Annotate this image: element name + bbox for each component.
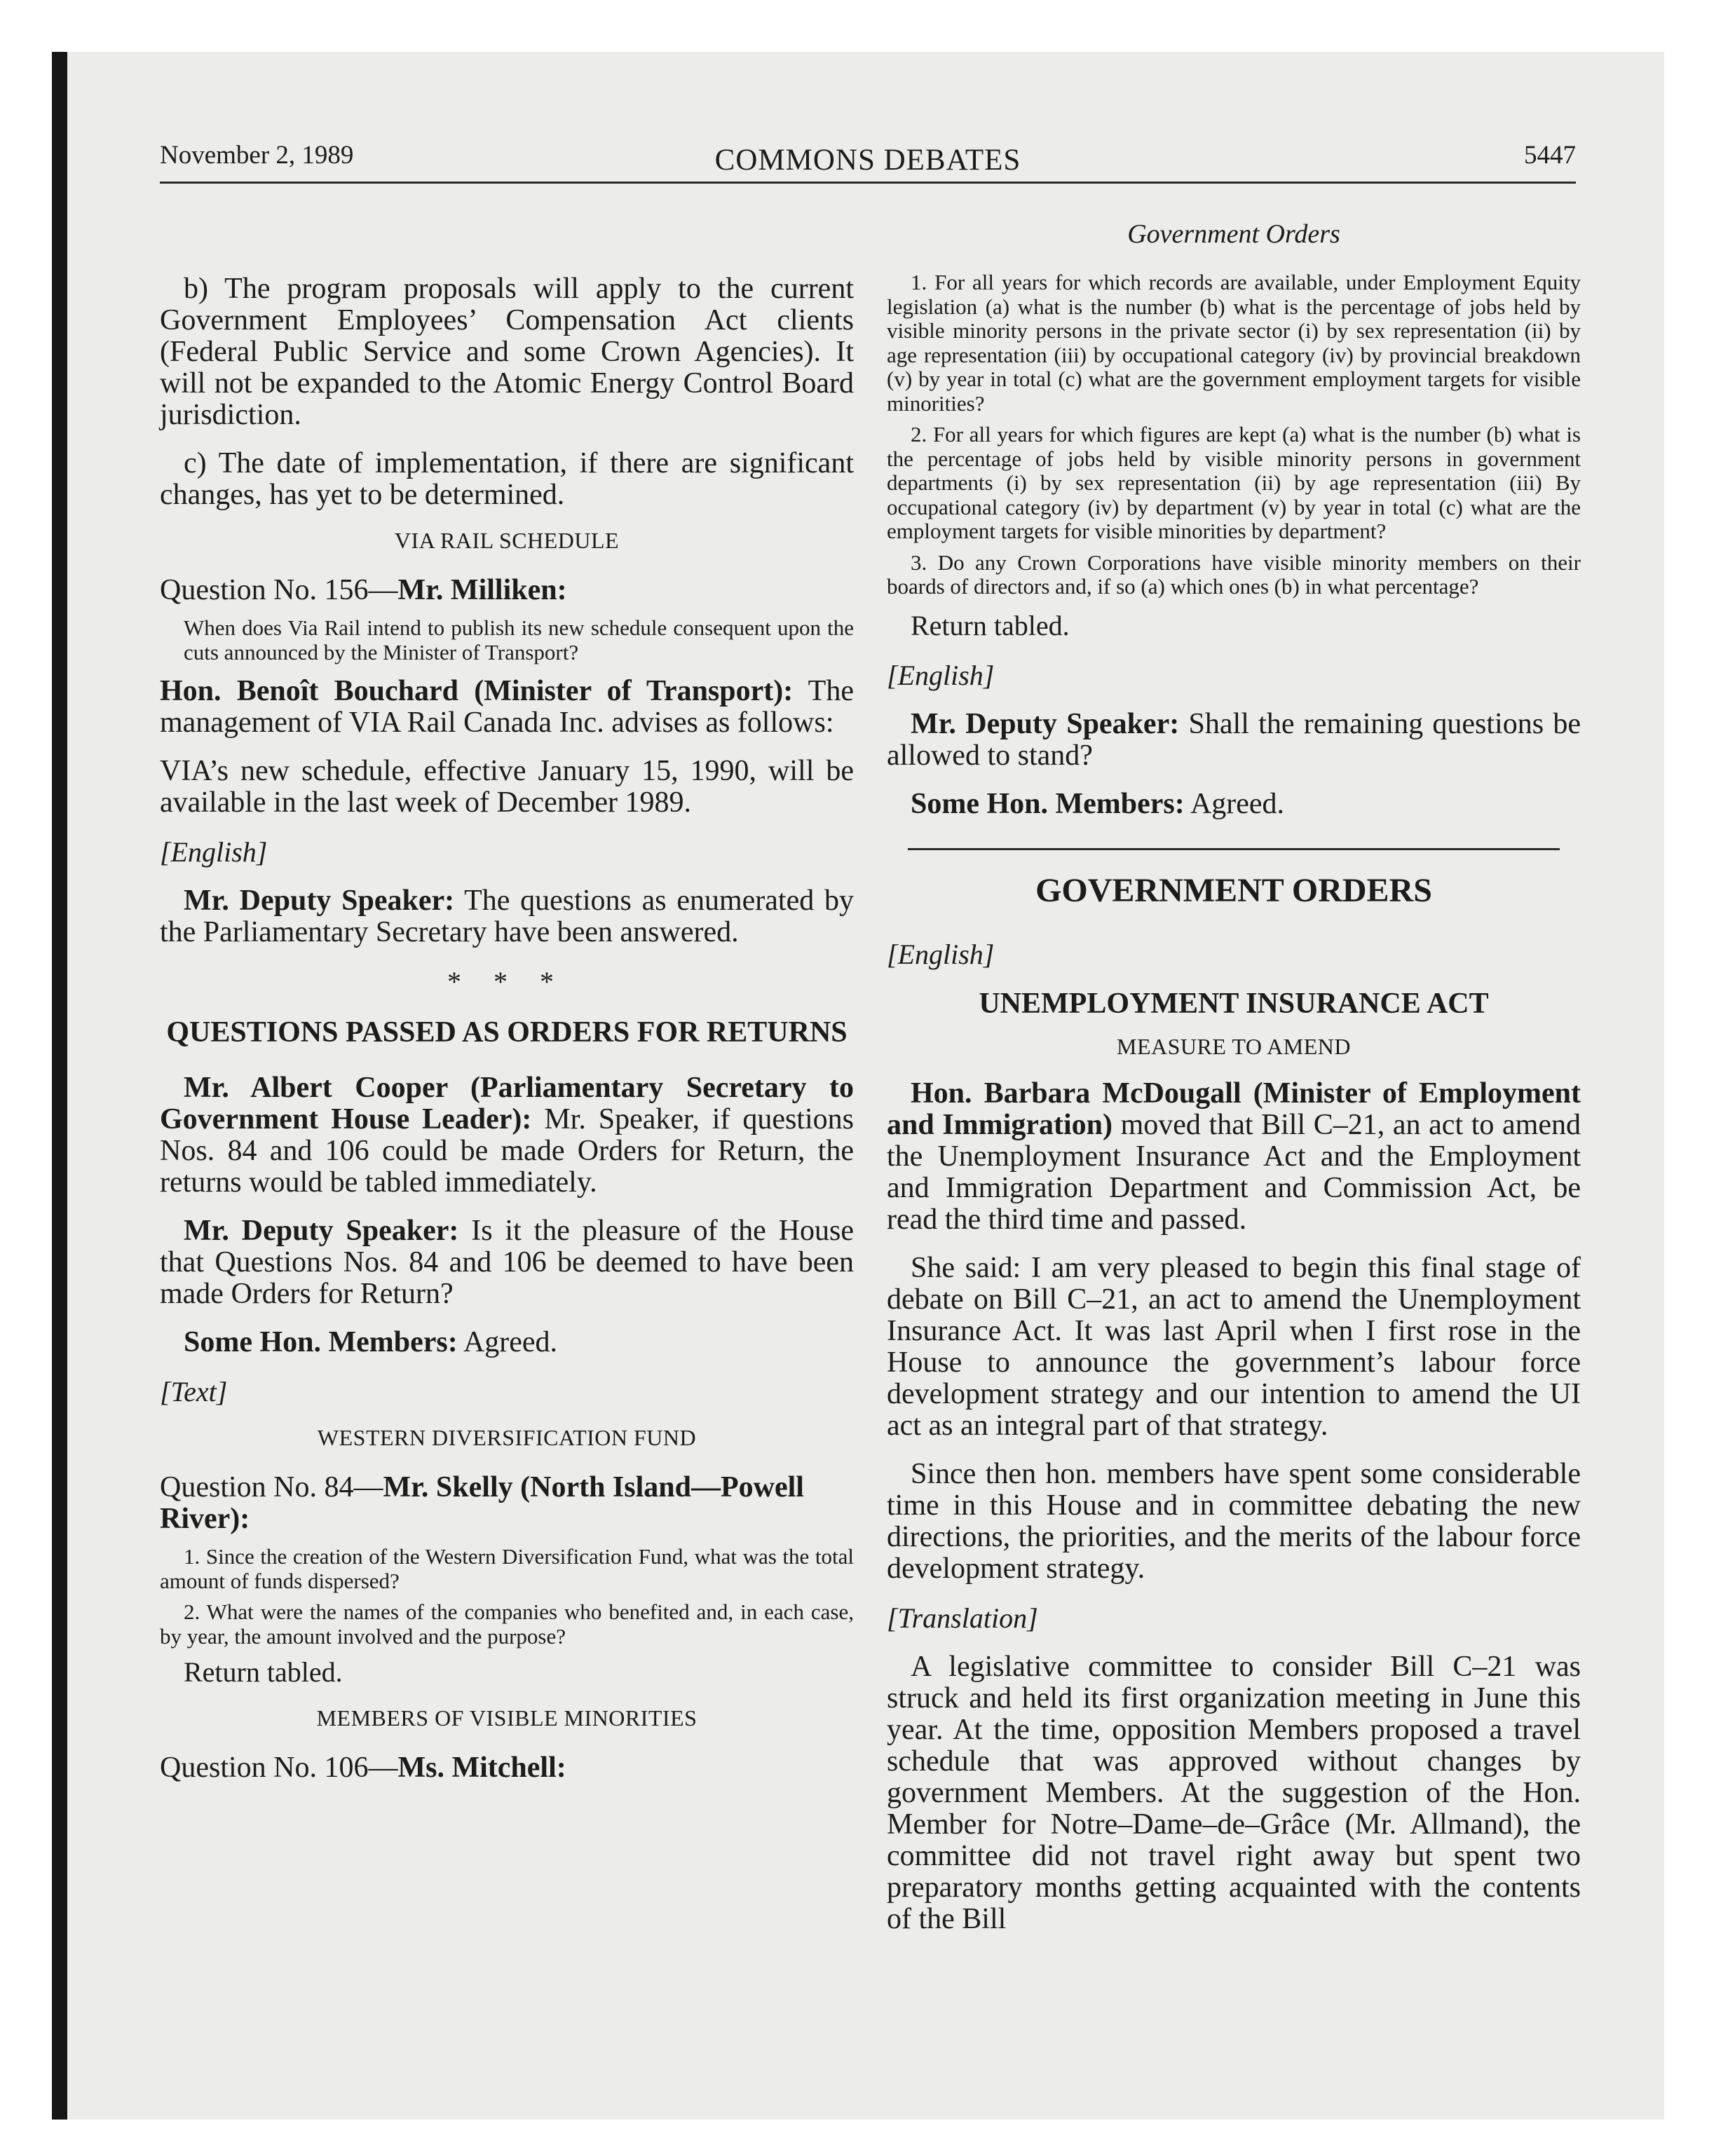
legislative-committee-paragraph: A legislative committee to consider Bill C–21 was struck and held its first organization meeting in June this year. At the time, opposition Members proposed a travel schedule that was approved without changes by government Members. At the suggestion of the Hon. Member for Notre–Dame–de–Grâce (Mr. Allmand), the committee did not travel right away but spent two preparatory months getting acquainted with the contents of the Bill: [887, 1650, 1581, 1935]
question-156-prefix: Question No. 156—: [160, 574, 398, 606]
deputy-speaker-2-name: Mr. Deputy Speaker:: [184, 1215, 459, 1247]
question-106-member: Ms. Mitchell:: [397, 1752, 566, 1784]
question-84-prefix: Question No. 84—: [160, 1471, 383, 1503]
header-page-number: 5447: [1524, 141, 1576, 170]
deputy-speaker-1-name: Mr. Deputy Speaker:: [184, 885, 455, 917]
question-106-item-1: 1. For all years for which records are available, under Employment Equity legislation (a) what is the number (b) what is the percentage of jobs held by visible minority persons in the private sector (i) by sex representation (ii) by age representation (iii) by occupational category (iv) by provincial breakdown (v) by year in total (c) what are the government employment targets for visible minorities?: [887, 270, 1581, 416]
right-column: [887, 209, 1581, 1952]
deputy-speaker-1-text: The questions as enumerated by the Parliamentary Secretary have been answered.: [160, 885, 854, 948]
question-156-text: When does Via Rail intend to publish its new schedule consequent upon the cuts announced by the Minister of Transport?: [184, 615, 854, 664]
header-date: November 2, 1989: [160, 141, 354, 170]
deputy-speaker-3-text: Shall the remaining questions be allowed to stand?: [887, 707, 1581, 772]
header-title: COMMONS DEBATES: [714, 144, 1021, 177]
translation-label: [Translation]: [887, 1602, 1038, 1634]
cooper-speaker: Mr. Albert Cooper (Parliamentary Secretary to Government House Leader):: [160, 1072, 854, 1135]
visible-minorities-heading: MEMBERS OF VISIBLE MINORITIES: [316, 1705, 698, 1731]
members-agreed-1: [160, 1327, 854, 1358]
bouchard-text: The management of VIA Rail Canada Inc. advises as follows:: [160, 675, 854, 739]
members-agreed-2: [887, 789, 1581, 820]
english-label-3: [English]: [887, 938, 995, 970]
measure-to-amend-heading: MEASURE TO AMEND: [1117, 1033, 1351, 1059]
paragraph-b: b) The program proposals will apply to the current Government Employees’ Compensation Act clients (Federal Public Service and some Crown Agencies). It will not be expanded to the Atomic Energy Control Board jurisdiction.: [160, 273, 854, 431]
question-84-item-1: 1. Since the creation of the Western Diversification Fund, what was the total amount of funds dispersed?: [160, 1544, 854, 1593]
question-84: [160, 1472, 854, 1535]
section-rule: [908, 848, 1560, 850]
cooper-speech: [160, 1072, 854, 1199]
page-header: [160, 140, 1576, 182]
mcdougall-speaker: Hon. Barbara McDougall (Minister of Employment and Immigration): [887, 1077, 1581, 1141]
unemployment-insurance-act-heading: UNEMPLOYMENT INSURANCE ACT: [979, 987, 1489, 1020]
deputy-speaker-2: [160, 1215, 854, 1310]
deputy-speaker-2-text: Is it the pleasure of the House that Questions Nos. 84 and 106 be deemed to have been made Orders for Return?: [160, 1215, 854, 1310]
questions-passed-heading: QUESTIONS PASSED AS ORDERS FOR RETURNS: [166, 1016, 848, 1049]
members-agreed-1-name: Some Hon. Members:: [184, 1326, 458, 1358]
government-orders-running-head: Government Orders: [1127, 219, 1340, 249]
she-said-paragraph: She said: I am very pleased to begin this final stage of debate on Bill C–21, an act to amend the Unemployment Insurance Act. It was last April when I first rose in the House to announce the government’s labour force development strategy and our intention to amend the UI act as an integral part of that strategy.: [887, 1251, 1581, 1442]
left-column: [160, 209, 854, 1794]
deputy-speaker-3-name: Mr. Deputy Speaker:: [911, 707, 1180, 740]
question-106: [160, 1752, 854, 1784]
mcdougall-motion: [887, 1078, 1581, 1236]
question-156-member: Mr. Milliken:: [397, 574, 567, 606]
question-84-item-2: 2. What were the names of the companies who benefited and, in each case, by year, the amount involved and the purpose?: [160, 1599, 854, 1649]
members-agreed-2-name: Some Hon. Members:: [911, 787, 1185, 820]
question-106-item-2: 2. For all years for which figures are kept (a) what is the number (b) what is the percentage of jobs held by visible minority persons in government departments (i) by sex representation (ii) by age representation (iii) By occupational category (iv) by department (v) by year in total (c) what are the employment targets for visible minorities by department?: [887, 422, 1581, 543]
bouchard-answer: [160, 676, 854, 739]
since-then-paragraph: Since then hon. members have spent some considerable time in this House and in committee debating the new directions, the priorities, and the merits of the labour force development strategy.: [887, 1457, 1581, 1585]
return-tabled-2: Return tabled.: [911, 609, 1070, 641]
question-84-member: Mr. Skelly (North Island—Powell River):: [160, 1471, 804, 1535]
question-106-prefix: Question No. 106—: [160, 1752, 398, 1784]
section-separator-stars: * * *: [447, 966, 566, 997]
english-label-2: [English]: [887, 659, 995, 691]
english-label-1: [English]: [160, 836, 268, 868]
via-schedule-text: VIA’s new schedule, effective January 15, 1990, will be available in the last week of December 1989.: [160, 755, 854, 819]
members-agreed-2-text: Agreed.: [1184, 787, 1285, 820]
binding-edge: [52, 52, 67, 2120]
paragraph-c: c) The date of implementation, if there are significant changes, has yet to be determined.: [160, 447, 854, 511]
members-agreed-1-text: Agreed.: [457, 1326, 558, 1358]
deputy-speaker-3: [887, 709, 1581, 772]
deputy-speaker-1: [160, 885, 854, 948]
cooper-text: Mr. Speaker, if questions Nos. 84 and 106 could be made Orders for Return, the returns would be tabled immediately.: [160, 1103, 854, 1199]
via-rail-heading: VIA RAIL SCHEDULE: [394, 528, 620, 553]
government-orders-heading: GOVERNMENT ORDERS: [1035, 871, 1432, 909]
western-diversification-heading: WESTERN DIVERSIFICATION FUND: [317, 1425, 697, 1450]
text-label: [Text]: [160, 1376, 228, 1407]
header-rule: [160, 182, 1576, 184]
question-106-item-3: 3. Do any Crown Corporations have visible minority members on their boards of directors and, if so (a) which ones (b) in what percentage?: [887, 550, 1581, 599]
mcdougall-text: moved that Bill C–21, an act to amend the Unemployment Insurance Act and the Employment and Immigration Department and Commission Act, be read the third time and passed.: [887, 1108, 1581, 1236]
bouchard-speaker: Hon. Benoît Bouchard (Minister of Transport):: [160, 675, 794, 707]
question-156: [160, 575, 854, 606]
return-tabled-1: Return tabled.: [184, 1656, 343, 1688]
